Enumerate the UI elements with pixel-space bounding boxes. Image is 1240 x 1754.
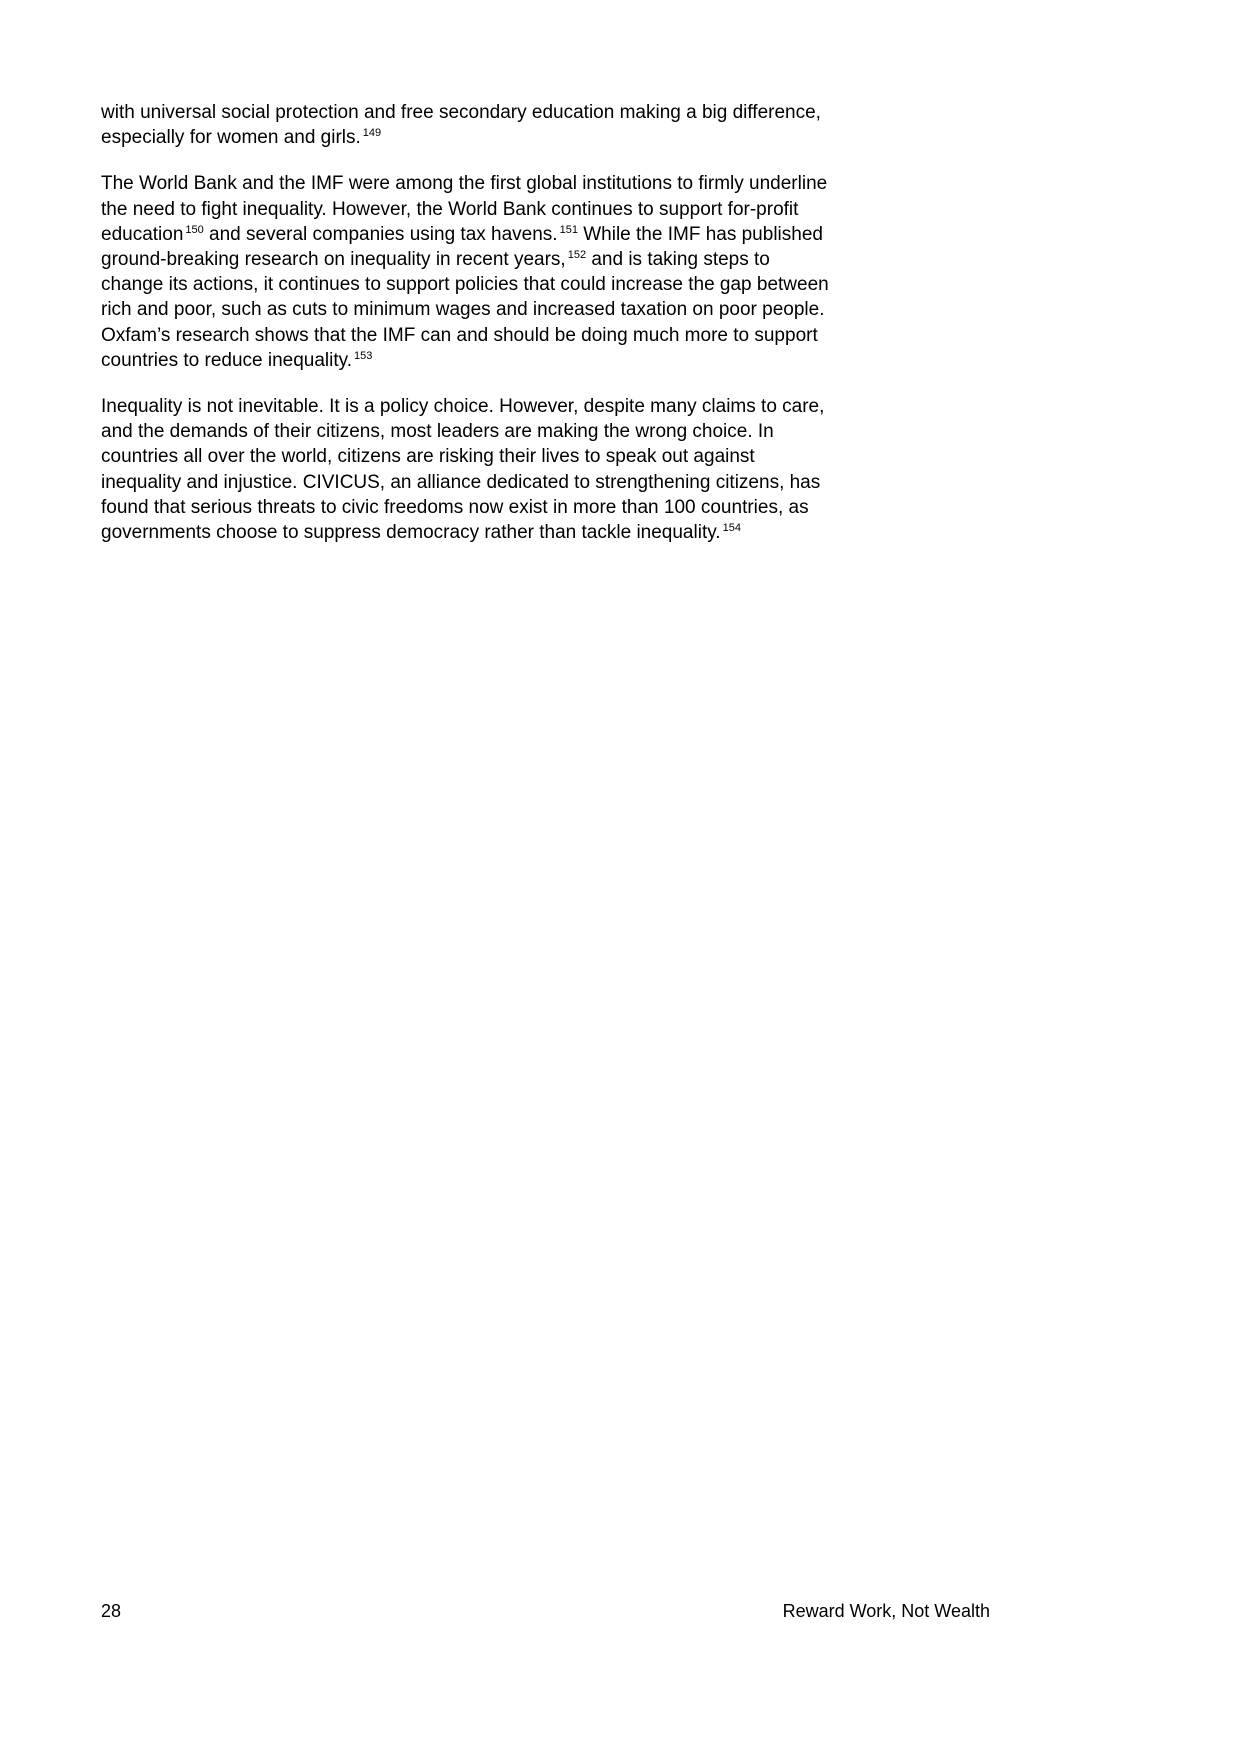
body-text	[101, 100, 931, 566]
paragraph-2	[101, 171, 931, 373]
text-line: countries to reduce inequality. $^{153}$	[101, 349, 373, 371]
text-line: education $^{150}$ and several companies using tax havens. $^{151}$ While the IMF has published	[101, 223, 823, 245]
text-line: rich and poor, such as cuts to minimum wages and increased taxation on poor people.	[101, 299, 825, 321]
page-number: 28	[101, 1601, 122, 1621]
text-line: especially for women and girls. $^{149}$	[101, 127, 382, 149]
text-line: countries all over the world, citizens are risking their lives to speak out against	[101, 446, 755, 468]
footnote-ref[interactable]: 152	[567, 249, 587, 262]
text-line: governments choose to suppress democracy rather than tackle inequality. $^{154}$	[101, 522, 741, 544]
footnote-ref[interactable]: 151	[559, 223, 578, 236]
footnote-ref[interactable]: 150	[185, 223, 204, 236]
paragraph-1	[101, 100, 931, 150]
text-line: change its actions, it continues to support policies that could increase the gap between	[101, 274, 829, 296]
footnote-ref[interactable]: 154	[722, 522, 741, 535]
report-title-footer: Reward Work, Not Wealth	[782, 1601, 990, 1621]
footnote-ref[interactable]: 153	[354, 349, 373, 362]
paragraph-3	[101, 394, 931, 545]
text-line: inequality and injustice. CIVICUS, an alliance dedicated to strengthening citizens, has	[101, 471, 821, 493]
text-line: Inequality is not inevitable. It is a policy choice. However, despite many claims to care,	[101, 396, 825, 418]
text-line: with universal social protection and free secondary education making a big difference,	[101, 102, 821, 123]
text-line: the need to fight inequality. However, the World Bank continues to support for-profit	[101, 198, 799, 220]
text-line: found that serious threats to civic freedoms now exist in more than 100 countries, as	[101, 496, 809, 518]
text-line: Oxfam’s research shows that the IMF can and should be doing much more to support	[101, 324, 818, 346]
text-line: The World Bank and the IMF were among the first global institutions to firmly underline	[101, 173, 828, 195]
text-line: ground-breaking research on inequality in recent years, $^{152}$ and is taking steps to	[101, 249, 770, 271]
text-line: and the demands of their citizens, most leaders are making the wrong choice. In	[101, 421, 774, 443]
footnote-ref[interactable]: 149	[362, 127, 382, 140]
